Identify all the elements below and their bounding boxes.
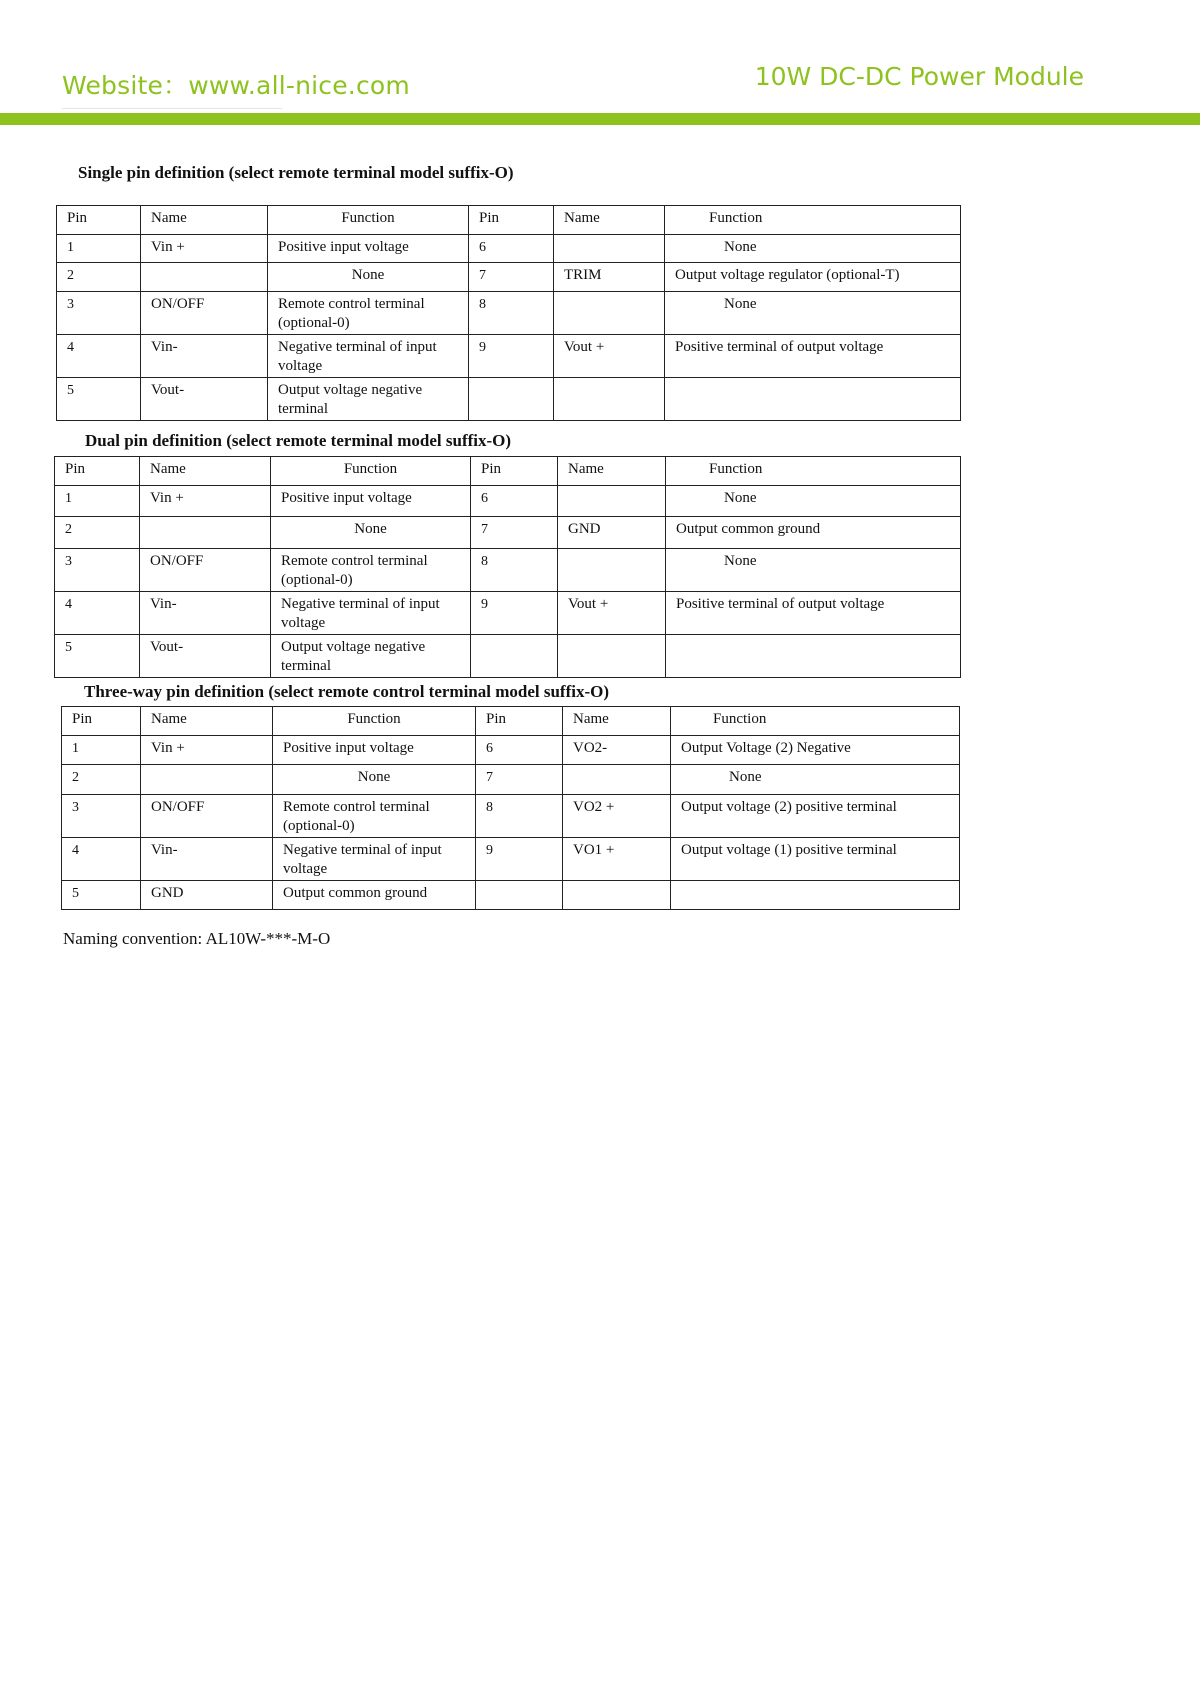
function-header: Function bbox=[268, 206, 469, 235]
pin-name: Vin- bbox=[141, 838, 273, 881]
pin-name bbox=[563, 881, 671, 910]
pin-name: Vout- bbox=[140, 635, 271, 678]
pin-name: Vout- bbox=[141, 378, 268, 421]
pin-number bbox=[476, 881, 563, 910]
header-faint-line bbox=[62, 108, 282, 109]
pin-function: Remote control terminal (optional-0) bbox=[271, 549, 471, 592]
pin-name: ON/OFF bbox=[141, 795, 273, 838]
pin-number: 1 bbox=[57, 235, 141, 263]
pin-name bbox=[141, 263, 268, 292]
pin-function: Output Voltage (2) Negative bbox=[671, 736, 960, 765]
pin-function: Output voltage negative terminal bbox=[268, 378, 469, 421]
table-row bbox=[62, 838, 960, 881]
name-header: Name bbox=[140, 457, 271, 486]
pin-number: 9 bbox=[469, 335, 554, 378]
pin-function: Positive terminal of output voltage bbox=[666, 592, 961, 635]
pin-number: 1 bbox=[55, 486, 140, 517]
product-title: 10W DC-DC Power Module bbox=[754, 62, 1084, 91]
table-row bbox=[57, 263, 961, 292]
single-pin-table bbox=[56, 205, 961, 421]
pin-function: Output voltage (2) positive terminal bbox=[671, 795, 960, 838]
pin-number bbox=[469, 378, 554, 421]
pin-number: 8 bbox=[469, 292, 554, 335]
pin-header: Pin bbox=[62, 707, 141, 736]
pin-number: 6 bbox=[469, 235, 554, 263]
naming-convention: Naming convention: AL10W-***-M-O bbox=[63, 929, 331, 948]
pin-name bbox=[554, 235, 665, 263]
function-header: Function bbox=[273, 707, 476, 736]
pin-number: 9 bbox=[476, 838, 563, 881]
pin-header: Pin bbox=[476, 707, 563, 736]
table-row bbox=[57, 335, 961, 378]
pin-number: 4 bbox=[57, 335, 141, 378]
pin-function: None bbox=[268, 263, 469, 292]
pin-name bbox=[563, 765, 671, 795]
pin-number: 5 bbox=[55, 635, 140, 678]
pin-number: 2 bbox=[62, 765, 141, 795]
pin-number: 3 bbox=[55, 549, 140, 592]
table-row bbox=[62, 736, 960, 765]
pin-function: None bbox=[671, 765, 960, 795]
function-header: Function bbox=[666, 457, 961, 486]
table-header-row bbox=[62, 707, 960, 736]
pin-name bbox=[558, 635, 666, 678]
pin-number: 7 bbox=[476, 765, 563, 795]
pin-number: 6 bbox=[476, 736, 563, 765]
pin-name: ON/OFF bbox=[141, 292, 268, 335]
pin-function: None bbox=[666, 486, 961, 517]
pin-function: Remote control terminal (optional-0) bbox=[268, 292, 469, 335]
name-header: Name bbox=[563, 707, 671, 736]
function-header: Function bbox=[665, 206, 961, 235]
pin-number: 7 bbox=[471, 517, 558, 549]
table-row bbox=[55, 592, 961, 635]
pin-function: Negative terminal of input voltage bbox=[268, 335, 469, 378]
pin-function: Remote control terminal (optional-0) bbox=[273, 795, 476, 838]
pin-name: Vin + bbox=[140, 486, 271, 517]
pin-name: Vin + bbox=[141, 736, 273, 765]
pin-function: None bbox=[666, 549, 961, 592]
pin-name bbox=[140, 517, 271, 549]
name-header: Name bbox=[141, 206, 268, 235]
pin-header: Pin bbox=[471, 457, 558, 486]
name-header: Name bbox=[141, 707, 273, 736]
pin-function bbox=[671, 881, 960, 910]
pin-header: Pin bbox=[57, 206, 141, 235]
name-header: Name bbox=[558, 457, 666, 486]
pin-function: Output common ground bbox=[666, 517, 961, 549]
pin-name: Vout + bbox=[554, 335, 665, 378]
table-row bbox=[57, 378, 961, 421]
table-row bbox=[62, 881, 960, 910]
pin-name bbox=[141, 765, 273, 795]
pin-name bbox=[554, 292, 665, 335]
table-row bbox=[55, 635, 961, 678]
pin-number: 4 bbox=[62, 838, 141, 881]
pin-name: Vin- bbox=[140, 592, 271, 635]
table-header-row bbox=[57, 206, 961, 235]
name-header: Name bbox=[554, 206, 665, 235]
pin-function: Positive terminal of output voltage bbox=[665, 335, 961, 378]
pin-function: Positive input voltage bbox=[268, 235, 469, 263]
pin-number: 1 bbox=[62, 736, 141, 765]
pin-function: Negative terminal of input voltage bbox=[271, 592, 471, 635]
pin-number: 4 bbox=[55, 592, 140, 635]
pin-name: TRIM bbox=[554, 263, 665, 292]
pin-number: 2 bbox=[57, 263, 141, 292]
pin-name: VO2- bbox=[563, 736, 671, 765]
pin-function: None bbox=[271, 517, 471, 549]
pin-number: 5 bbox=[57, 378, 141, 421]
pin-name bbox=[558, 549, 666, 592]
pin-function: Positive input voltage bbox=[273, 736, 476, 765]
pin-header: Pin bbox=[469, 206, 554, 235]
three-way-pin-table bbox=[61, 706, 960, 910]
function-header: Function bbox=[271, 457, 471, 486]
three-way-section-title: Three-way pin definition (select remote control terminal model suffix-O) bbox=[84, 682, 610, 701]
table-row bbox=[57, 292, 961, 335]
pin-name: Vout + bbox=[558, 592, 666, 635]
pin-function: Output voltage negative terminal bbox=[271, 635, 471, 678]
table-row bbox=[57, 235, 961, 263]
table-row bbox=[55, 486, 961, 517]
pin-number: 2 bbox=[55, 517, 140, 549]
pin-number: 9 bbox=[471, 592, 558, 635]
pin-function: None bbox=[665, 292, 961, 335]
dual-pin-table bbox=[54, 456, 961, 678]
table-row bbox=[55, 549, 961, 592]
pin-name bbox=[554, 378, 665, 421]
table-header-row bbox=[55, 457, 961, 486]
pin-name: ON/OFF bbox=[140, 549, 271, 592]
dual-section-title: Dual pin definition (select remote terminal model suffix-O) bbox=[85, 431, 512, 450]
pin-name: GND bbox=[141, 881, 273, 910]
pin-number bbox=[471, 635, 558, 678]
pin-function: Output voltage regulator (optional-T) bbox=[665, 263, 961, 292]
pin-function: Positive input voltage bbox=[271, 486, 471, 517]
pin-name: Vin + bbox=[141, 235, 268, 263]
pin-number: 3 bbox=[57, 292, 141, 335]
single-section-title: Single pin definition (select remote terminal model suffix-O) bbox=[78, 163, 514, 182]
pin-function: Negative terminal of input voltage bbox=[273, 838, 476, 881]
website-header: Website：www.all-nice.com bbox=[62, 71, 410, 100]
pin-name: VO2 + bbox=[563, 795, 671, 838]
table-row bbox=[62, 795, 960, 838]
pin-function: None bbox=[273, 765, 476, 795]
pin-name: GND bbox=[558, 517, 666, 549]
pin-name: VO1 + bbox=[563, 838, 671, 881]
pin-number: 6 bbox=[471, 486, 558, 517]
function-header: Function bbox=[671, 707, 960, 736]
pin-function: Output voltage (1) positive terminal bbox=[671, 838, 960, 881]
pin-function bbox=[665, 378, 961, 421]
pin-number: 3 bbox=[62, 795, 141, 838]
table-row bbox=[55, 517, 961, 549]
pin-header: Pin bbox=[55, 457, 140, 486]
pin-name bbox=[558, 486, 666, 517]
pin-function bbox=[666, 635, 961, 678]
pin-function: Output common ground bbox=[273, 881, 476, 910]
header-accent-bar bbox=[0, 113, 1200, 125]
table-row bbox=[62, 765, 960, 795]
pin-number: 5 bbox=[62, 881, 141, 910]
pin-number: 7 bbox=[469, 263, 554, 292]
pin-number: 8 bbox=[476, 795, 563, 838]
pin-function: None bbox=[665, 235, 961, 263]
pin-number: 8 bbox=[471, 549, 558, 592]
pin-name: Vin- bbox=[141, 335, 268, 378]
